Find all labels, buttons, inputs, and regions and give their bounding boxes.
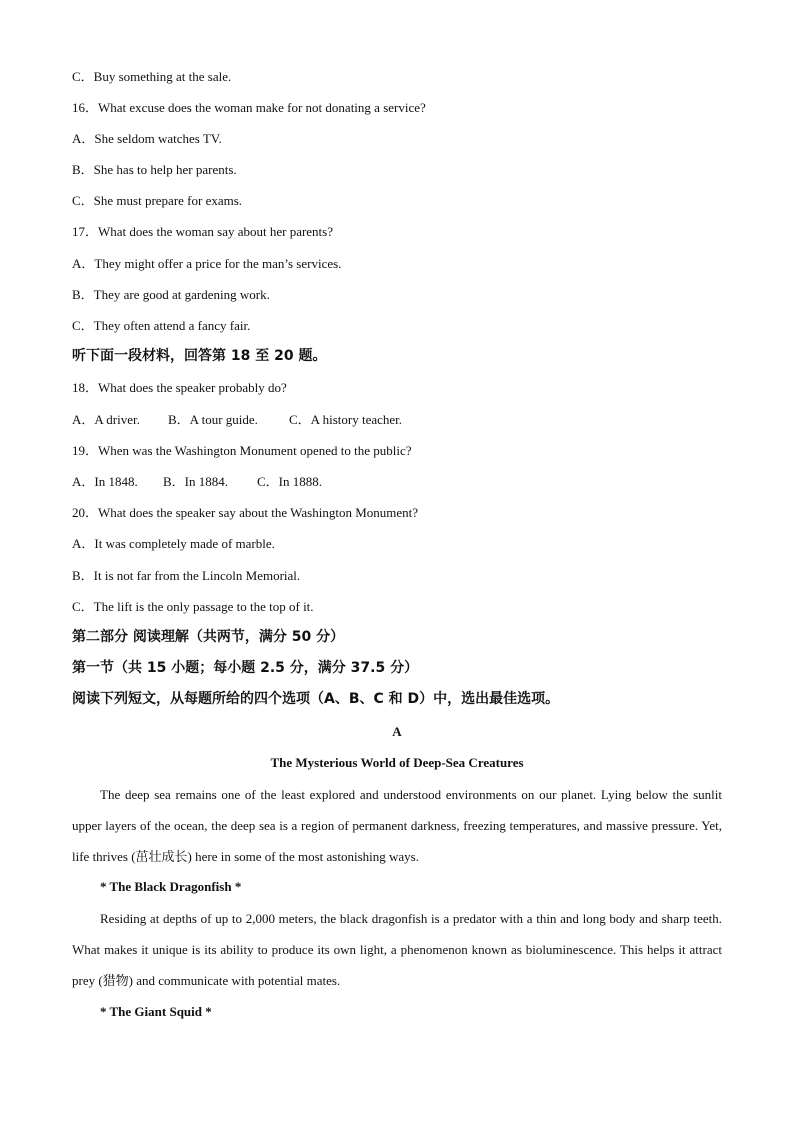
q18-question: 18．What does the speaker probably do? [72,380,287,395]
q19-option-b: B．In 1884. [163,474,229,489]
q18-option-a: A．A driver. [72,412,140,427]
q19-option-c: C．In 1888. [257,474,323,489]
q16-question: 16．What excuse does the woman make for not donating a service? [72,100,426,115]
listening-section-heading: 听下面一段材料，回答第 18 至 20 题。 [72,348,327,364]
q20-option-c: C．The lift is the only passage to the top of it. [72,599,314,614]
section1-heading: 第一节（共 15 小题；每小题 2.5 分，满分 37.5 分） [72,660,419,676]
q17-option-b: B．They are good at gardening work. [72,287,270,302]
q18-options [72,412,402,428]
q18-option-c: C．A history teacher. [289,412,403,427]
q20-option-a: A．It was completely made of marble. [72,536,275,551]
q20-option-b: B．It is not far from the Lincoln Memorial. [72,568,301,583]
passage-paragraph-1: The deep sea remains one of the least explored and understood environments on our planet. Lying below the sunlit upper layers of the ocean, the deep sea is a region of permanent darkness, freezing temperatures, and massive pressure. Yet, life thrives (茁壮成长) here in some of the most astonishing ways. [72,787,722,864]
q19-option-a: A．In 1848. [72,474,138,489]
q19-options [72,474,322,490]
q15-option-c: C．Buy something at the sale. [72,69,232,84]
passage-paragraph-2: Residing at depths of up to 2,000 meters, the black dragonfish is a predator with a thin and long body and sharp teeth. What makes it unique is its ability to produce its own light, a phenomenon known as bioluminescence. This helps it attract prey (猎物) and communicate with potential mates. [72,911,722,988]
q18-option-b: B．A tour guide. [168,412,258,427]
part2-heading: 第二部分 阅读理解（共两节，满分 50 分） [72,629,345,645]
passage-title: The Mysterious World of Deep-Sea Creatures [270,755,524,770]
subheading-black-dragonfish: * The Black Dragonfish * [100,879,242,894]
q17-question: 17．What does the woman say about her parents? [72,224,334,239]
q17-option-a: A．They might offer a price for the man’s services. [72,256,342,271]
q16-option-c: C．She must prepare for exams. [72,193,243,208]
reading-instructions: 阅读下列短文，从每题所给的四个选项（A、B、C 和 D）中，选出最佳选项。 [72,691,560,707]
q20-question: 20．What does the speaker say about the Washington Monument? [72,505,419,520]
q16-option-b: B．She has to help her parents. [72,162,237,177]
q19-question: 19．When was the Washington Monument opened to the public? [72,443,412,458]
q16-option-a: A．She seldom watches TV. [72,131,222,146]
subheading-giant-squid: * The Giant Squid * [100,1004,212,1019]
q17-option-c: C．They often attend a fancy fair. [72,318,251,333]
passage-letter: A [392,724,402,739]
